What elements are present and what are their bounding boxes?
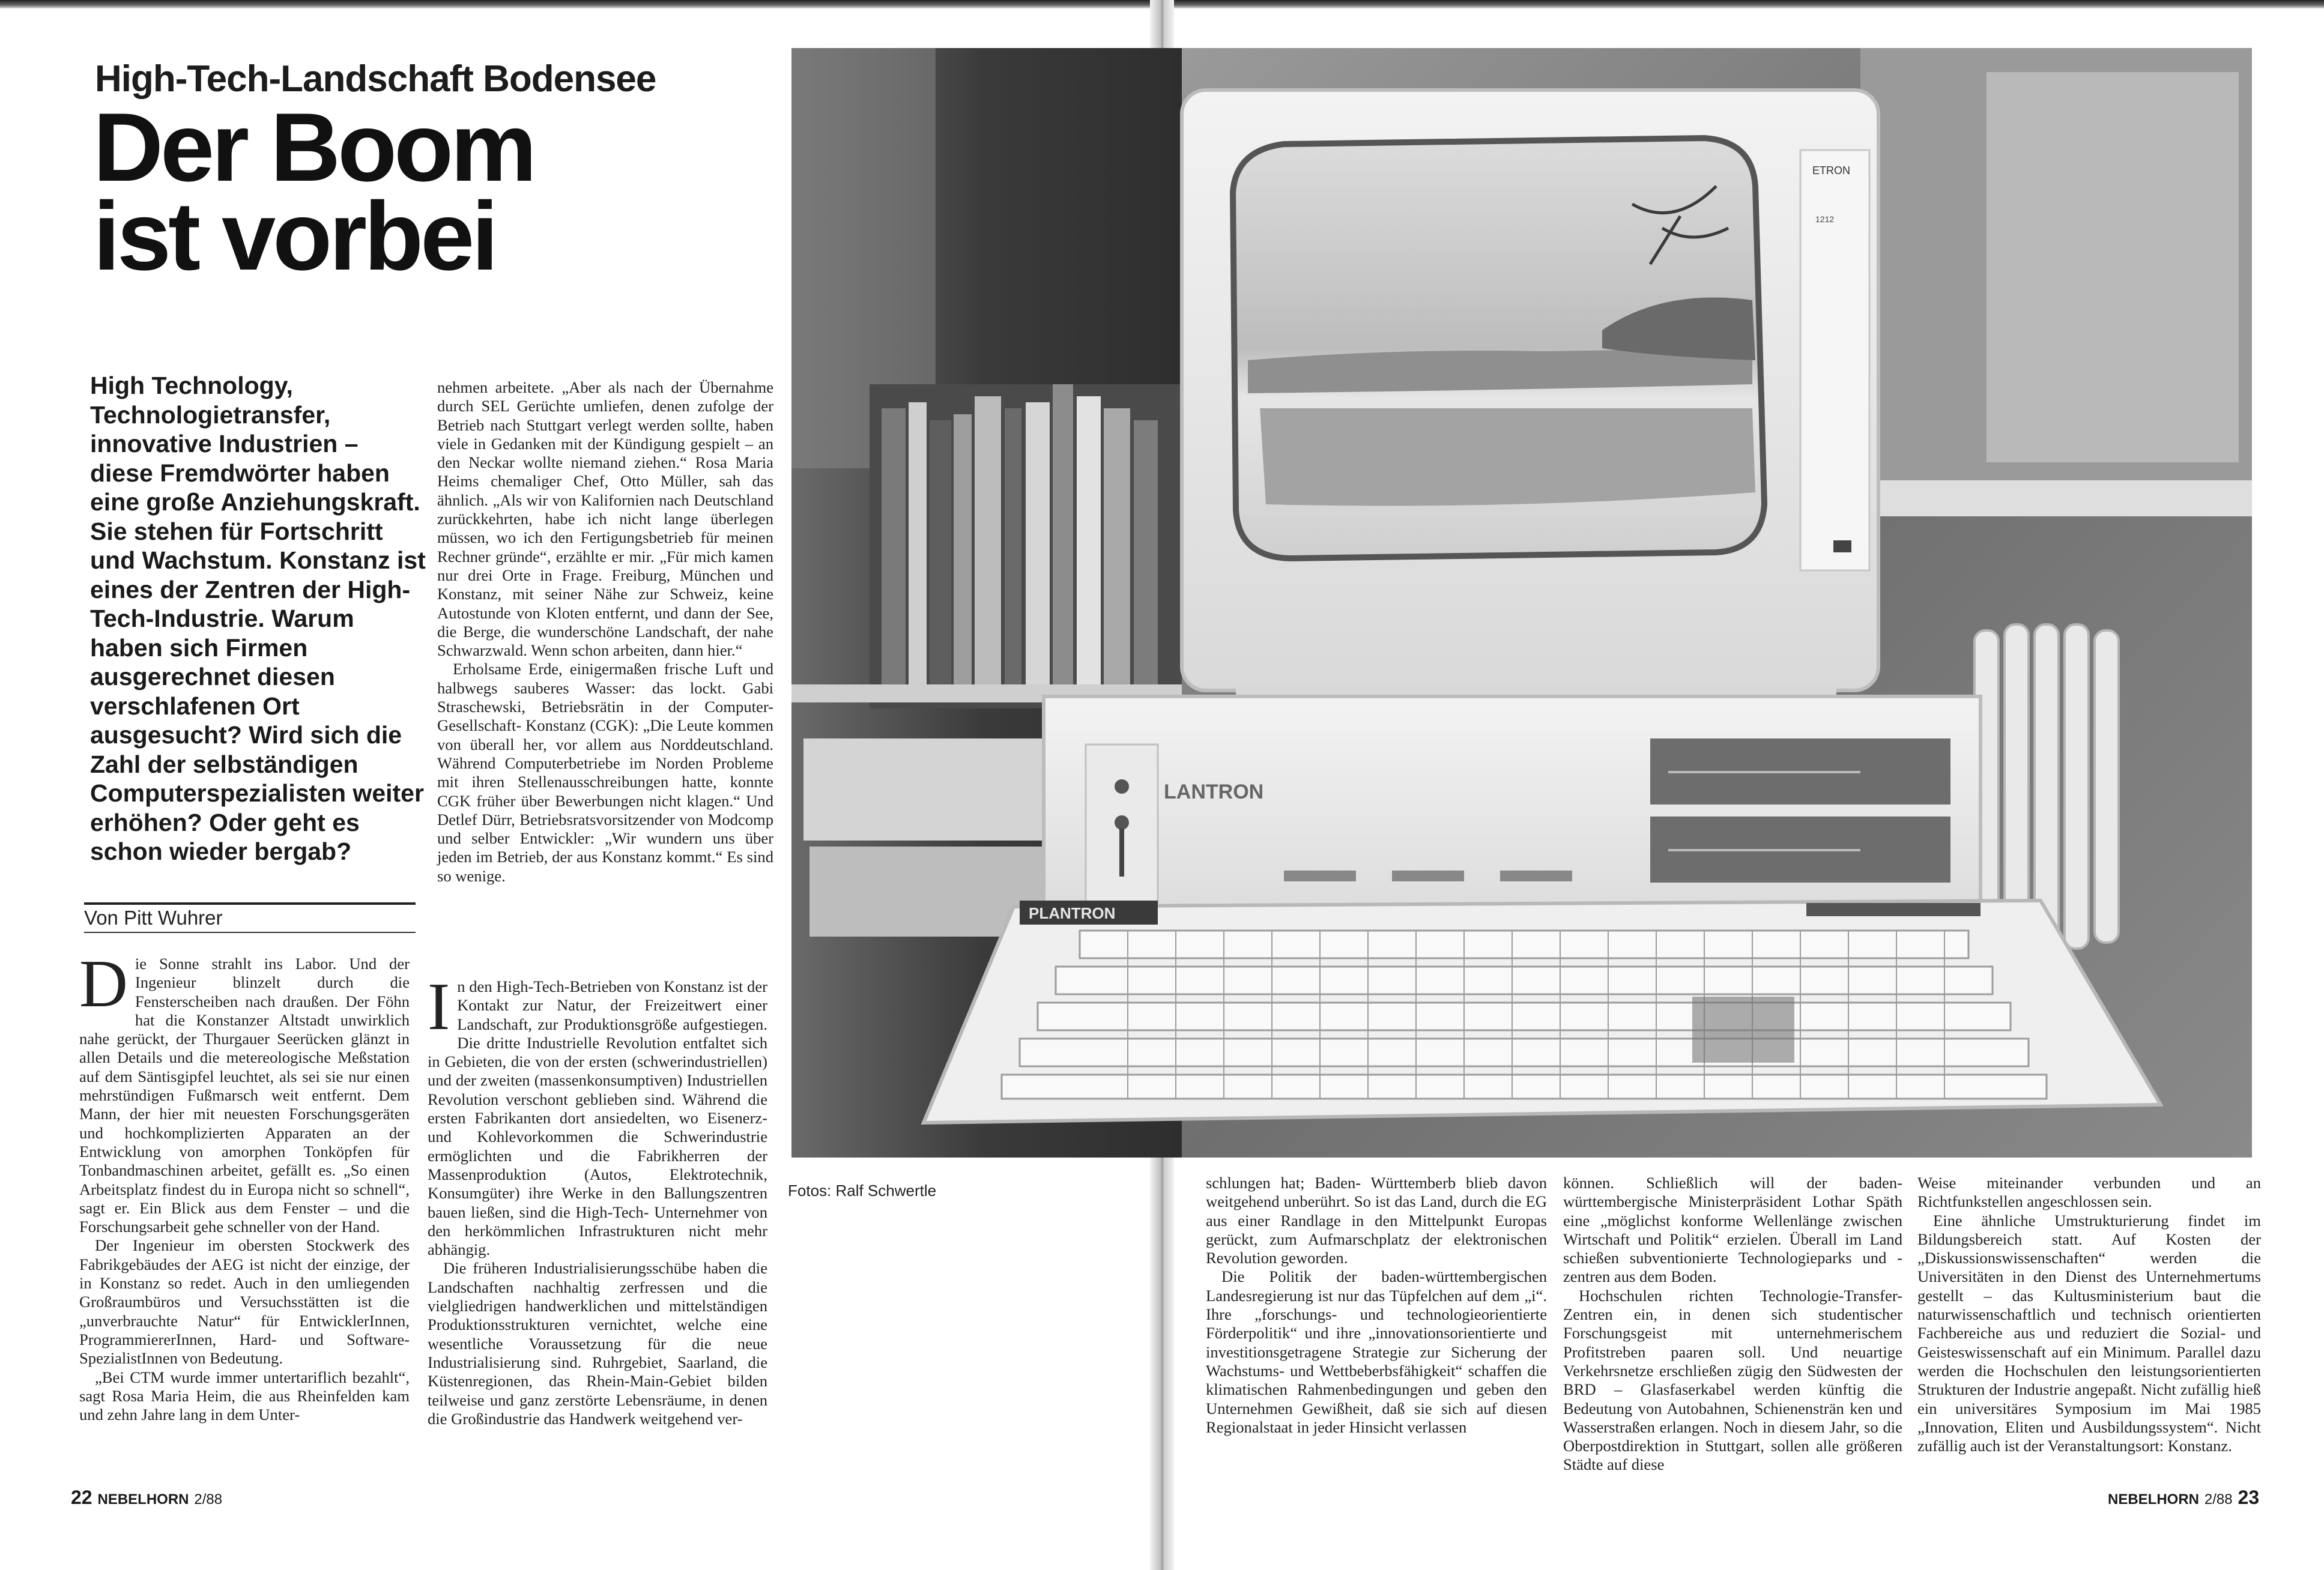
monitor-brand: ETRON (1812, 165, 1850, 177)
headline-line-2: ist vorbei (93, 182, 496, 291)
column-3 (1206, 1174, 1547, 1437)
headline (93, 93, 754, 291)
column-4 (1563, 1174, 1902, 1475)
paragraph: Weise miteinander verbunden und an Richtfunkstellen angeschlossen sein. (1917, 1174, 2261, 1211)
magazine-name: NEBELHORN (2108, 1491, 2200, 1508)
paragraph: können. Schließlich will der baden- württembergische Ministerpräsident Lothar Späth eine „möglichst konforme Wellenlänge zwischen Wirtschaft und Politik“ erzielen. Überall im Land schießen subventionierte Technologieparks und -zentren aus dem Boden. (1563, 1174, 1902, 1286)
byline: Von Pitt Wuhrer (84, 907, 223, 929)
paragraph: Hochschulen richten Technologie-Transfer-Zentren ein, in denen sich studentischer Forschungsgeist mit unternehmerischem Profitstreben paaren soll. Und neuartige Verkehrsnetze erschließen zügig den Südwesten der BRD – Glasfaserkabel werden künftig die Bedeutung von Autobahnen, Schienensträn ken und Wasserstraßen erlangen. Noch in diesem Jahr, so die Oberpostdirektion in Stuttgart, sollen alle größeren Städte auf diese (1563, 1286, 1902, 1474)
paragraph: Erholsame Erde, einigermaßen frische Luft und halbwegs sauberes Wasser: das lockt. Gabi Straschewski, Betriebsrätin in der Computer-Gesellschaft- Konstanz (CGK): „Die Leute kommen von überall her, vor allem aus Norddeutschland. Während Computerbetriebe im Norden Probleme mit ihren Stellenausschreibungen hatte, konnte CGK früher über Bewerbungen nicht klagen.“ Und Detlef Dürr, Betriebsratsvorsitzender von Modcomp und selber Entwickler: „Wir wundern uns über jeden im Betrieb, der aus Konstanz kommt.“ Es sind so wenige. (437, 660, 773, 885)
paragraph: nehmen arbeitete. „Aber als nach der Übernahme durch SEL Gerüchte umliefen, denen zufolge der Betrieb nach Stuttgart verlegt werden sollte, haben viele in Gedanken mit der Kündigung gespielt – an den Neckar wollte niemand ziehen.“ Rosa Maria Heims chemaliger Chef, Otto Müller, sah das ähnlich. „Als wir von Kalifornien nach Deutschland zurückkehrten, habe ich nicht lange überlegen müssen, wo ich den Fertigungsbetrieb für meinen Rechner gründe“, erzählte er mir. „Für mich kamen nur drei Orte in Frage. Freiburg, München und Konstanz, mit seiner Nähe zur Schweiz, keine Autostunde von Kloten entfernt, und dann der See, die Berge, die wunderschöne Landschaft, der nahe Schwarzwald. Wenn schon arbeiten, dann hier.“ (437, 378, 773, 660)
kicker: High-Tech-Landschaft Bodensee (95, 58, 656, 100)
monitor-model: 1212 (1815, 214, 1835, 224)
column-2-bottom (428, 970, 767, 1428)
folio-left (71, 1487, 222, 1509)
paragraph: „Bei CTM wurde immer untertariflich bezahlt“, sagt Rosa Maria Heim, die aus Rheinfelden kam und zehn Jahre lang in dem Unter- (79, 1368, 410, 1424)
column-5 (1917, 1174, 2261, 1455)
paragraph: schlungen hat; Baden- Württemberb blieb davon weitgehend unberührt. So ist das Land, durch die EG aus einer Randlage in den Mittelpunkt Europas gerückt, zum Aufmarschplatz der elektronischen Revolution geworden. (1206, 1174, 1547, 1267)
photo-credit: Fotos: Ralf Schwertle (788, 1182, 937, 1200)
computer-photo (791, 48, 2252, 1158)
column-2-top (437, 378, 773, 886)
dropcap: D (79, 947, 128, 1021)
paragraph (79, 947, 410, 1236)
paragraph: Die früheren Industrialisierungsschübe haben die Landschaften nachhaltig zerfressen und die vielgliedrigen handwerklichen und mittelständigen Produktionsstrukturen vernichtet, welche eine wesentliche Voraussetzung für die neue Industrialisierung sind. Ruhrgebiet, Saarland, die Küstenregionen, das Rhein-Main-Gebiet bilden teilweise und ganz zerstörte Lebensräume, in denen die Großindustrie das Handwerk weitgehend ver- (428, 1259, 767, 1428)
paragraph-text: ie Sonne strahlt ins Labor. Und der Ingenieur blinzelt durch die Fensterscheiben nach draußen. Der Föhn hat die Konstanzer Altstadt unwirklich nahe gerückt, der Thurgauer Seerücken glänzt in allen Details und die metereologische Meßstation auf dem Säntisgipfel leuchtet, als sei sie nur einen mehrstündigen Fußmarsch weit entfernt. Dem Mann, der hier mit neuesten Forschungsgeräten und hochkomplizierten Apparaten an der Entwicklung von amorphen Tonköpfen für Tonbandmaschinen arbeitet, gefällt es. „So einen Arbeitsplatz findest du in Europa nicht so schnell“, sagt er. Ein Blick aus dem Fenster – und die Forschungsarbeit gehe schneller von der Hand. (79, 955, 410, 1236)
column-1 (79, 947, 410, 1424)
byline-rule-bottom (84, 932, 416, 933)
paragraph: Die Politik der baden-württembergischen Landesregierung ist nur das Tüpfelchen auf dem „i“. Ihre „forschungs- und technologieorientierte Förderpolitik“ und ihre „innovationsorientierte und investitionsgetragene Strategie zur Sicherung der Wachstums- und Wettbeberbsfähigkeit“ schaffen die klimatischen Rahmenbedingungen und geben den Unternehmen Gewißheit, daß sie sich auf diesen Regionalstaat in jeder Hinsicht verlassen (1206, 1267, 1547, 1436)
page-number: 23 (2238, 1487, 2260, 1508)
monitor-side-panel (1800, 150, 1869, 570)
monitor (1182, 90, 1878, 714)
paragraph (428, 970, 767, 1259)
photo-illustration (791, 48, 2252, 1158)
lead-paragraph: High Technology, Technologietransfer, innovative Industrien – diese Fremdwörter haben eine große Anziehungskraft. Sie stehen für Fortschritt und Wachstum. Konstanz ist eines der Zentren der High-Tech-Industrie. Warum haben sich Firmen ausgerechnet diesen verschlafenen Ort ausgesucht? Wird sich die Zahl der selbständigen Computerspezialisten weiter erhöhen? Oder geht es schon wieder bergab? (90, 372, 426, 865)
page-number: 22 (71, 1487, 92, 1508)
keyboard-brand: PLANTRON (1029, 904, 1116, 922)
keyboard (924, 901, 2161, 1123)
issue-number: 2/88 (2204, 1491, 2233, 1508)
folio-right (2108, 1487, 2259, 1509)
issue-number: 2/88 (194, 1491, 223, 1508)
paragraph: Der Ingenieur im obersten Stockwerk des Fabrikgebäudes der AEG ist nicht der einzige, der in Konstanz so redet. Auch in den umliegenden Großraumbüros und Versuchsstätten ist die „unverbrauchte Natur“ für EntwicklerInnen, ProgrammiererInnen, Hard- und Software- SpezialistInnen von Bedeutung. (79, 1236, 410, 1368)
magazine-name: NEBELHORN (97, 1491, 189, 1508)
paragraph: Eine ähnliche Umstrukturierung findet im Bildungsbereich statt. Auf Kosten der „Diskussionswissenschaften“ werden die Universitäten in den Dienst des Unternehmertums gestellt – das Kultusministerium baut die naturwissenschaftlich und technisch orientierten Fachbereiche aus und reduziert die Sozial- und Geisteswissenschaft auf ein Minimum. Parallel dazu werden die Hochschulen den leistungsorientierten Strukturen der Industrie angepaßt. Nicht zufällig hieß ein universitäres Symposium im Mai 1985 „Innovation, Eliten und Ausbildungssystem“. Nicht zufällig auch ist der Veranstaltungsort: Konstanz. (1917, 1211, 2261, 1455)
case-brand: LANTRON (1164, 780, 1264, 803)
byline-rule-top (84, 902, 416, 905)
dropcap: I (428, 970, 450, 1044)
paragraph-text: n den High-Tech-Betrieben von Konstanz ist der Kontakt zur Natur, der Freizeitwert einer Landschaft, zur Produktionsgröße aufgestiegen. Die dritte Industrielle Revolution entfaltet sich in Gebieten, die von der ersten (schwerindustriellen) und der zweiten (massenkonsumptiven) Industriellen Revolution verschont geblieben sind. Während die ersten Fabrikanten dort ansiedelten, wo Eisenerz- und Kohlevorkommen die Schwerindustrie ermöglichten und die Fabrikherren der Massenproduktion (Autos, Elektrotechnik, Konsumgüter) ihre Werke in den Ballungszentren bauen ließen, sind die High-Tech- Unternehmer von den herkömmlichen Infrastrukturen nicht mehr abhängig. (428, 977, 767, 1259)
headline-line-1: Der Boom (93, 93, 534, 202)
